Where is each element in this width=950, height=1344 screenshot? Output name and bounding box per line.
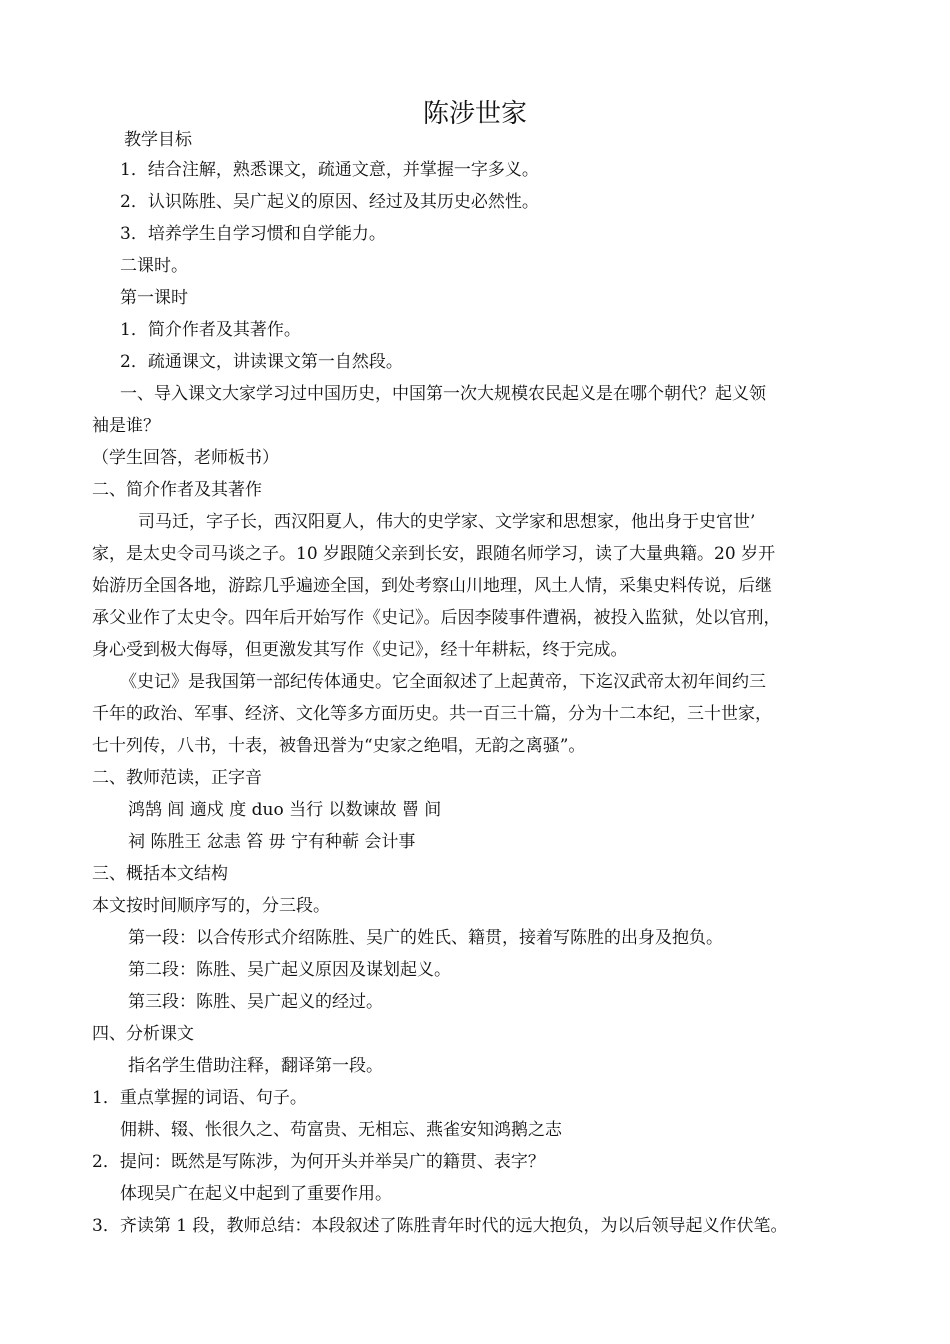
section-heading: 二、简介作者及其著作 (92, 480, 262, 500)
section-heading: 四、分析课文 (92, 1024, 194, 1044)
section-heading-teaching-goals: 教学目标 (124, 130, 192, 150)
paragraph-line: 司马迁，字子长，西汉阳夏人，伟大的史学家、文学家和思想家，他出身于史官世’ (138, 512, 756, 532)
paragraph-line: 指名学生借助注释，翻译第一段。 (128, 1056, 383, 1076)
paragraph-line: 2．认识陈胜、吴广起义的原因、经过及其历史必然性。 (120, 192, 539, 212)
vocabulary-line: 鸿鹄 闾 適戍 度 duo 当行 以数谏故 罾 间 (128, 800, 442, 820)
paragraph-line: 一、导入课文大家学习过中国历史，中国第一次大规模农民起义是在哪个朝代？起义领 (120, 384, 766, 404)
section-heading-first-lesson: 第一课时 (120, 288, 188, 308)
paragraph-line: （学生回答，老师板书） (92, 448, 279, 468)
paragraph-line: 二课时。 (120, 256, 188, 276)
paragraph-line: 第二段：陈胜、吴广起义原因及谋划起义。 (128, 960, 451, 980)
paragraph-line: 七十列传，八书，十表，被鲁迅誉为“史家之绝唱，无韵之离骚”。 (92, 736, 586, 756)
paragraph-line: 1．结合注解，熟悉课文，疏通文意，并掌握一字多义。 (120, 160, 539, 180)
paragraph-line: 第一段：以合传形式介绍陈胜、吴广的姓氏、籍贯，接着写陈胜的出身及抱负。 (128, 928, 723, 948)
paragraph-line: 1．重点掌握的词语、句子。 (92, 1088, 307, 1108)
paragraph-line: 袖是谁？ (92, 416, 160, 436)
paragraph-line: 本文按时间顺序写的，分三段。 (92, 896, 330, 916)
section-heading: 二、教师范读，正字音 (92, 768, 262, 788)
paragraph-line: 承父业作了太史令。四年后开始写作《史记》。后因李陵事件遭祸，被投入监狱，处以官刑， (92, 608, 781, 628)
paragraph-line: 2．提问：既然是写陈涉，为何开头并举吴广的籍贯、表字？ (92, 1152, 545, 1172)
document-title: 陈涉世家 (422, 99, 527, 129)
paragraph-line: 家，是太史令司马谈之子。10 岁跟随父亲到长安，跟随名师学习，读了大量典籍。20 岁开 (92, 544, 776, 564)
paragraph-line: 第三段：陈胜、吴广起义的经过。 (128, 992, 383, 1012)
paragraph-line: 《史记》是我国第一部纪传体通史。它全面叙述了上起黄帝，下迄汉武帝太初年间约三 (120, 672, 766, 692)
paragraph-line: 始游历全国各地，游踪几乎遍迹全国，到处考察山川地理，风土人情，采集史料传说，后继 (92, 576, 772, 596)
paragraph-line: 3．培养学生自学习惯和自学能力。 (120, 224, 386, 244)
paragraph-line: 身心受到极大侮辱，但更激发其写作《史记》，经十年耕耘，终于完成。 (92, 640, 628, 660)
paragraph-line: 1．简介作者及其著作。 (120, 320, 301, 340)
paragraph-line: 体现吴广在起义中起到了重要作用。 (120, 1184, 392, 1204)
paragraph-line: 2．疏通课文，讲读课文第一自然段。 (120, 352, 403, 372)
vocabulary-line: 祠 陈胜王 忿恚 笞 毋 宁有种蕲 会计事 (128, 832, 416, 852)
section-heading: 三、概括本文结构 (92, 864, 228, 884)
paragraph-line: 千年的政治、军事、经济、文化等多方面历史。共一百三十篇，分为十二本纪，三十世家， (92, 704, 772, 724)
paragraph-line: 3．齐读第 1 段，教师总结：本段叙述了陈胜青年时代的远大抱负，为以后领导起义作伏笔。 (92, 1216, 788, 1236)
paragraph-line: 佣耕、辍、怅很久之、苟富贵、无相忘、燕雀安知鸿鹅之志 (120, 1120, 562, 1140)
